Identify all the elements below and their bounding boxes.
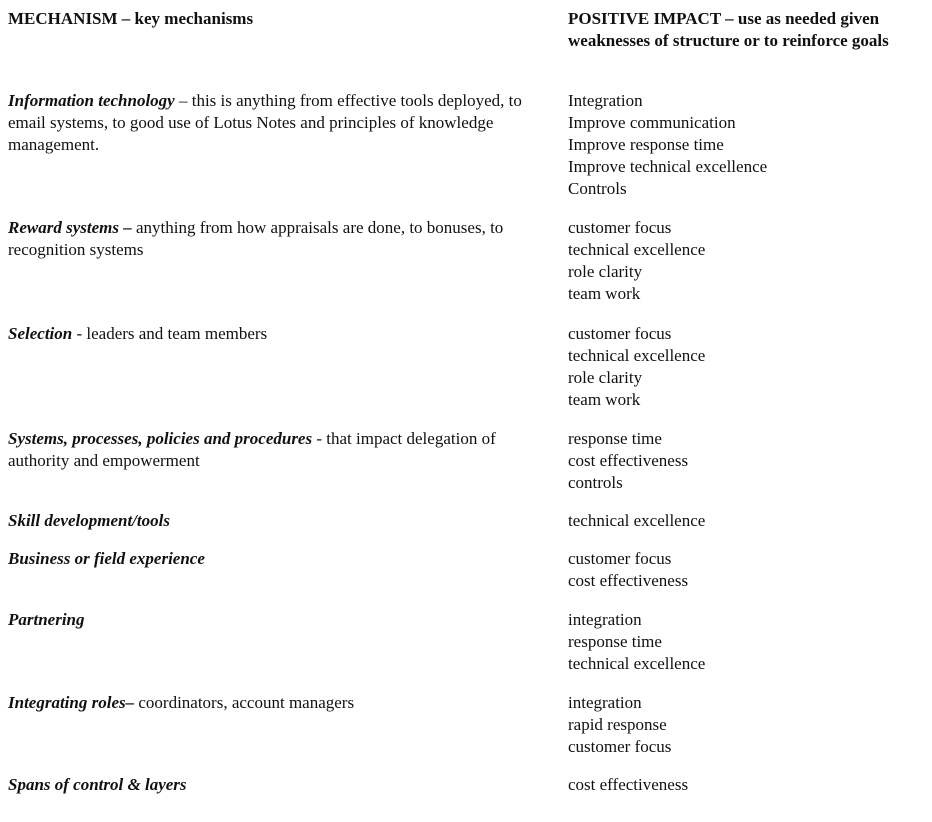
impact-item: technical excellence	[568, 511, 706, 530]
mechanism-spans-of-control	[8, 774, 560, 796]
impact-item: technical excellence	[568, 346, 706, 365]
mechanism-integrating-roles	[8, 692, 560, 714]
impact-item: role clarity	[568, 368, 643, 387]
impact-item: Integration	[568, 91, 643, 110]
impact-list-spans-of-control	[568, 774, 928, 796]
mechanism-description: anything from how appraisals are done, to bonuses, to recognition systems	[8, 218, 504, 259]
impact-list-skill-development	[568, 510, 928, 532]
mechanism-term: Integrating roles–	[8, 693, 135, 712]
mechanism-term: Spans of control & layers	[8, 775, 187, 794]
mechanism-selection	[8, 323, 560, 345]
impact-item: Controls	[568, 179, 627, 198]
impact-item: customer focus	[568, 549, 672, 568]
mechanism-business-field-experience	[8, 548, 560, 570]
impact-item: response time	[568, 429, 662, 448]
mechanism-information-technology	[8, 90, 560, 156]
impact-item: controls	[568, 473, 623, 492]
impact-item: cost effectiveness	[568, 571, 689, 590]
mechanism-skill-development	[8, 510, 560, 532]
impact-item: integration	[568, 693, 642, 712]
impact-item: cost effectiveness	[568, 775, 689, 794]
mechanism-partnering	[8, 609, 560, 631]
impact-list-reward-systems	[568, 217, 928, 305]
impact-list-partnering	[568, 609, 928, 675]
impact-list-systems-processes	[568, 428, 928, 494]
impact-item: cost effectiveness	[568, 451, 689, 470]
impact-item: integration	[568, 610, 642, 629]
mechanism-term: Systems, processes, policies and procedures	[8, 429, 313, 448]
mechanism-description: - leaders and team members	[72, 324, 268, 343]
impact-list-integrating-roles	[568, 692, 928, 758]
impact-item: Improve technical excellence	[568, 157, 768, 176]
mechanism-term: Selection	[8, 324, 73, 343]
impact-item: technical excellence	[568, 654, 706, 673]
mechanism-term: Partnering	[8, 610, 85, 629]
mechanism-description: – this is anything from effective tools deployed, to email systems, to good use of Lotus Notes and principles of knowledge management.	[8, 91, 522, 154]
impact-list-selection	[568, 323, 928, 411]
impact-item: Improve communication	[568, 113, 736, 132]
mechanism-term: Reward systems –	[8, 218, 132, 237]
impact-item: technical excellence	[568, 240, 706, 259]
impact-item: team work	[568, 390, 641, 409]
impact-item: team work	[568, 284, 641, 303]
mechanism-header: MECHANISM – key mechanisms	[8, 9, 254, 28]
mechanism-systems-processes	[8, 428, 508, 472]
impact-item: Improve response time	[568, 135, 724, 154]
impact-item: customer focus	[568, 218, 672, 237]
mechanism-term: Skill development/tools	[8, 511, 170, 530]
mechanism-term: Business or field experience	[8, 549, 205, 568]
impact-list-information-technology	[568, 90, 928, 200]
mechanism-description: coordinators, account managers	[134, 693, 355, 712]
mechanism-description: - that impact delegation of authority and empowerment	[8, 429, 496, 470]
impact-list-business-field-experience	[568, 548, 928, 592]
impact-item: customer focus	[568, 737, 672, 756]
mechanism-term: Information technology	[8, 91, 175, 110]
impact-item: role clarity	[568, 262, 643, 281]
positive-impact-header: POSITIVE IMPACT – use as needed given weaknesses of structure or to reinforce goals	[568, 9, 889, 50]
mechanism-reward-systems	[8, 217, 508, 261]
impact-item: rapid response	[568, 715, 667, 734]
impact-item: response time	[568, 632, 662, 651]
impact-item: customer focus	[568, 324, 672, 343]
